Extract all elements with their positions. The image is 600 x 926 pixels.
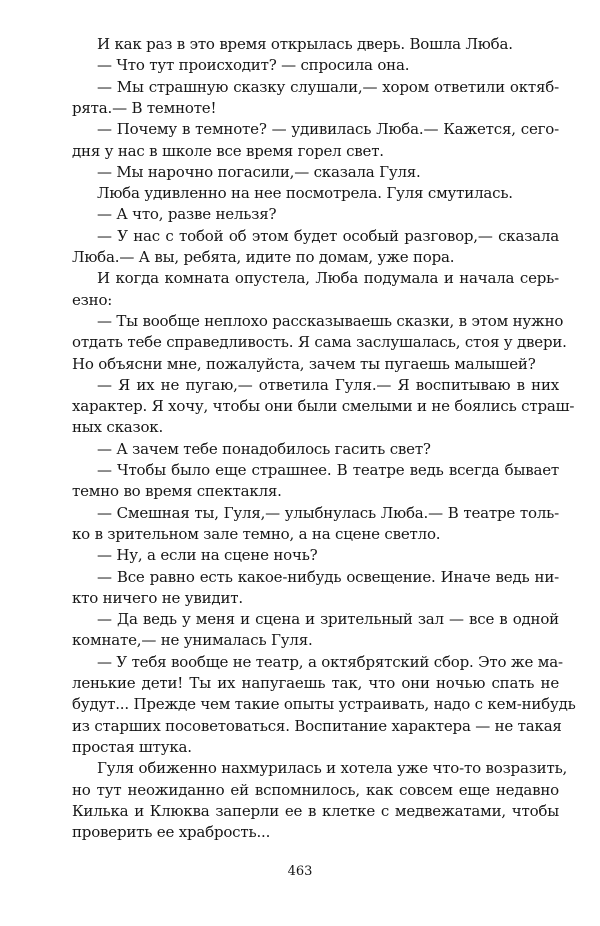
text-line: — Все равно есть какое-нибудь освещение. Иначе ведь ни- (97, 567, 559, 586)
text-line: отдать тебе справедливость. Я сама заслушалась, стоя у двери. (72, 333, 567, 352)
text-line: — У нас с тобой об этом будет особый разговор,— сказала (97, 226, 559, 245)
text-line: — Смешная ты, Гуля,— улыбнулась Люба.— В театре толь- (97, 503, 559, 522)
text-line: — Я их не пугаю,— ответила Гуля.— Я воспитываю в них (97, 375, 559, 394)
text-line: — Мы нарочно погасили,— сказала Гуля. (97, 162, 421, 181)
text-line: — Чтобы было еще страшнее. В театре ведь всегда бывает (97, 461, 559, 479)
text-line: характер. Я хочу, чтобы они были смелыми и не боялись страш- (72, 397, 575, 416)
text-line: Люба.— А вы, ребята, идите по домам, уже пора. (72, 248, 455, 266)
text-line: — А что, разве нельзя? (97, 205, 277, 224)
text-line: ных сказок. (72, 418, 164, 437)
text-line: — Почему в темноте? — удивилась Люба.— Кажется, сего- (97, 120, 559, 139)
text-line: из старших посоветоваться. Воспитание характера — не такая (72, 716, 562, 735)
text-line: Гуля обиженно нахмурилась и хотела уже что-то возразить, (97, 759, 568, 778)
text-line: — У тебя вообще не театр, а октябрятский сбор. Это же ма- (97, 652, 563, 671)
page-number: 463 (287, 864, 313, 880)
text-line: — Да ведь у меня и сцена и зрительный зал — все в одной (97, 610, 559, 629)
text-line: но тут неожиданно ей вспомнилось, как совсем еще недавно (72, 780, 559, 799)
text-line: И когда комната опустела, Люба подумала и начала серь- (97, 269, 559, 288)
text-line: рята.— В темноте! (72, 98, 217, 117)
text-line: Килька и Клюква заперли ее в клетке с медвежатами, чтобы (72, 801, 559, 820)
text-line: дня у нас в школе все время горел свет. (72, 141, 384, 160)
text-line: будут... Прежде чем такие опыты устраивать, надо с кем-нибудь (72, 695, 576, 714)
text-line: И как раз в это время открылась дверь. Вошла Люба. (97, 35, 513, 53)
text-line: простая штука. (72, 737, 192, 756)
text-line: комнате,— не унималась Гуля. (72, 631, 313, 650)
text-line: езно: (72, 290, 113, 309)
text-line: Но объясни мне, пожалуйста, зачем ты пугаешь малышей? (72, 354, 536, 373)
text-line: — А зачем тебе понадобилось гасить свет? (97, 439, 431, 458)
text-line: ленькие дети! Ты их напугаешь так, что они ночью спать не (72, 674, 559, 692)
text-line: ко в зрительном зале темно, а на сцене светло. (72, 524, 441, 543)
text-line: — Мы страшную сказку слушали,— хором ответили октяб- (97, 77, 559, 96)
text-line: Люба удивленно на нее посмотрела. Гуля смутилась. (97, 184, 513, 203)
text-line: — Ты вообще неплохо рассказываешь сказки, в этом нужно (97, 311, 564, 330)
text-line: темно во время спектакля. (72, 482, 282, 501)
text-line: — Что тут происходит? — спросила она. (97, 56, 410, 75)
text-line: — Ну, а если на сцене ночь? (97, 546, 318, 565)
text-line: кто ничего не увидит. (72, 588, 243, 607)
text-line: проверить ее храбрость... (72, 823, 271, 842)
